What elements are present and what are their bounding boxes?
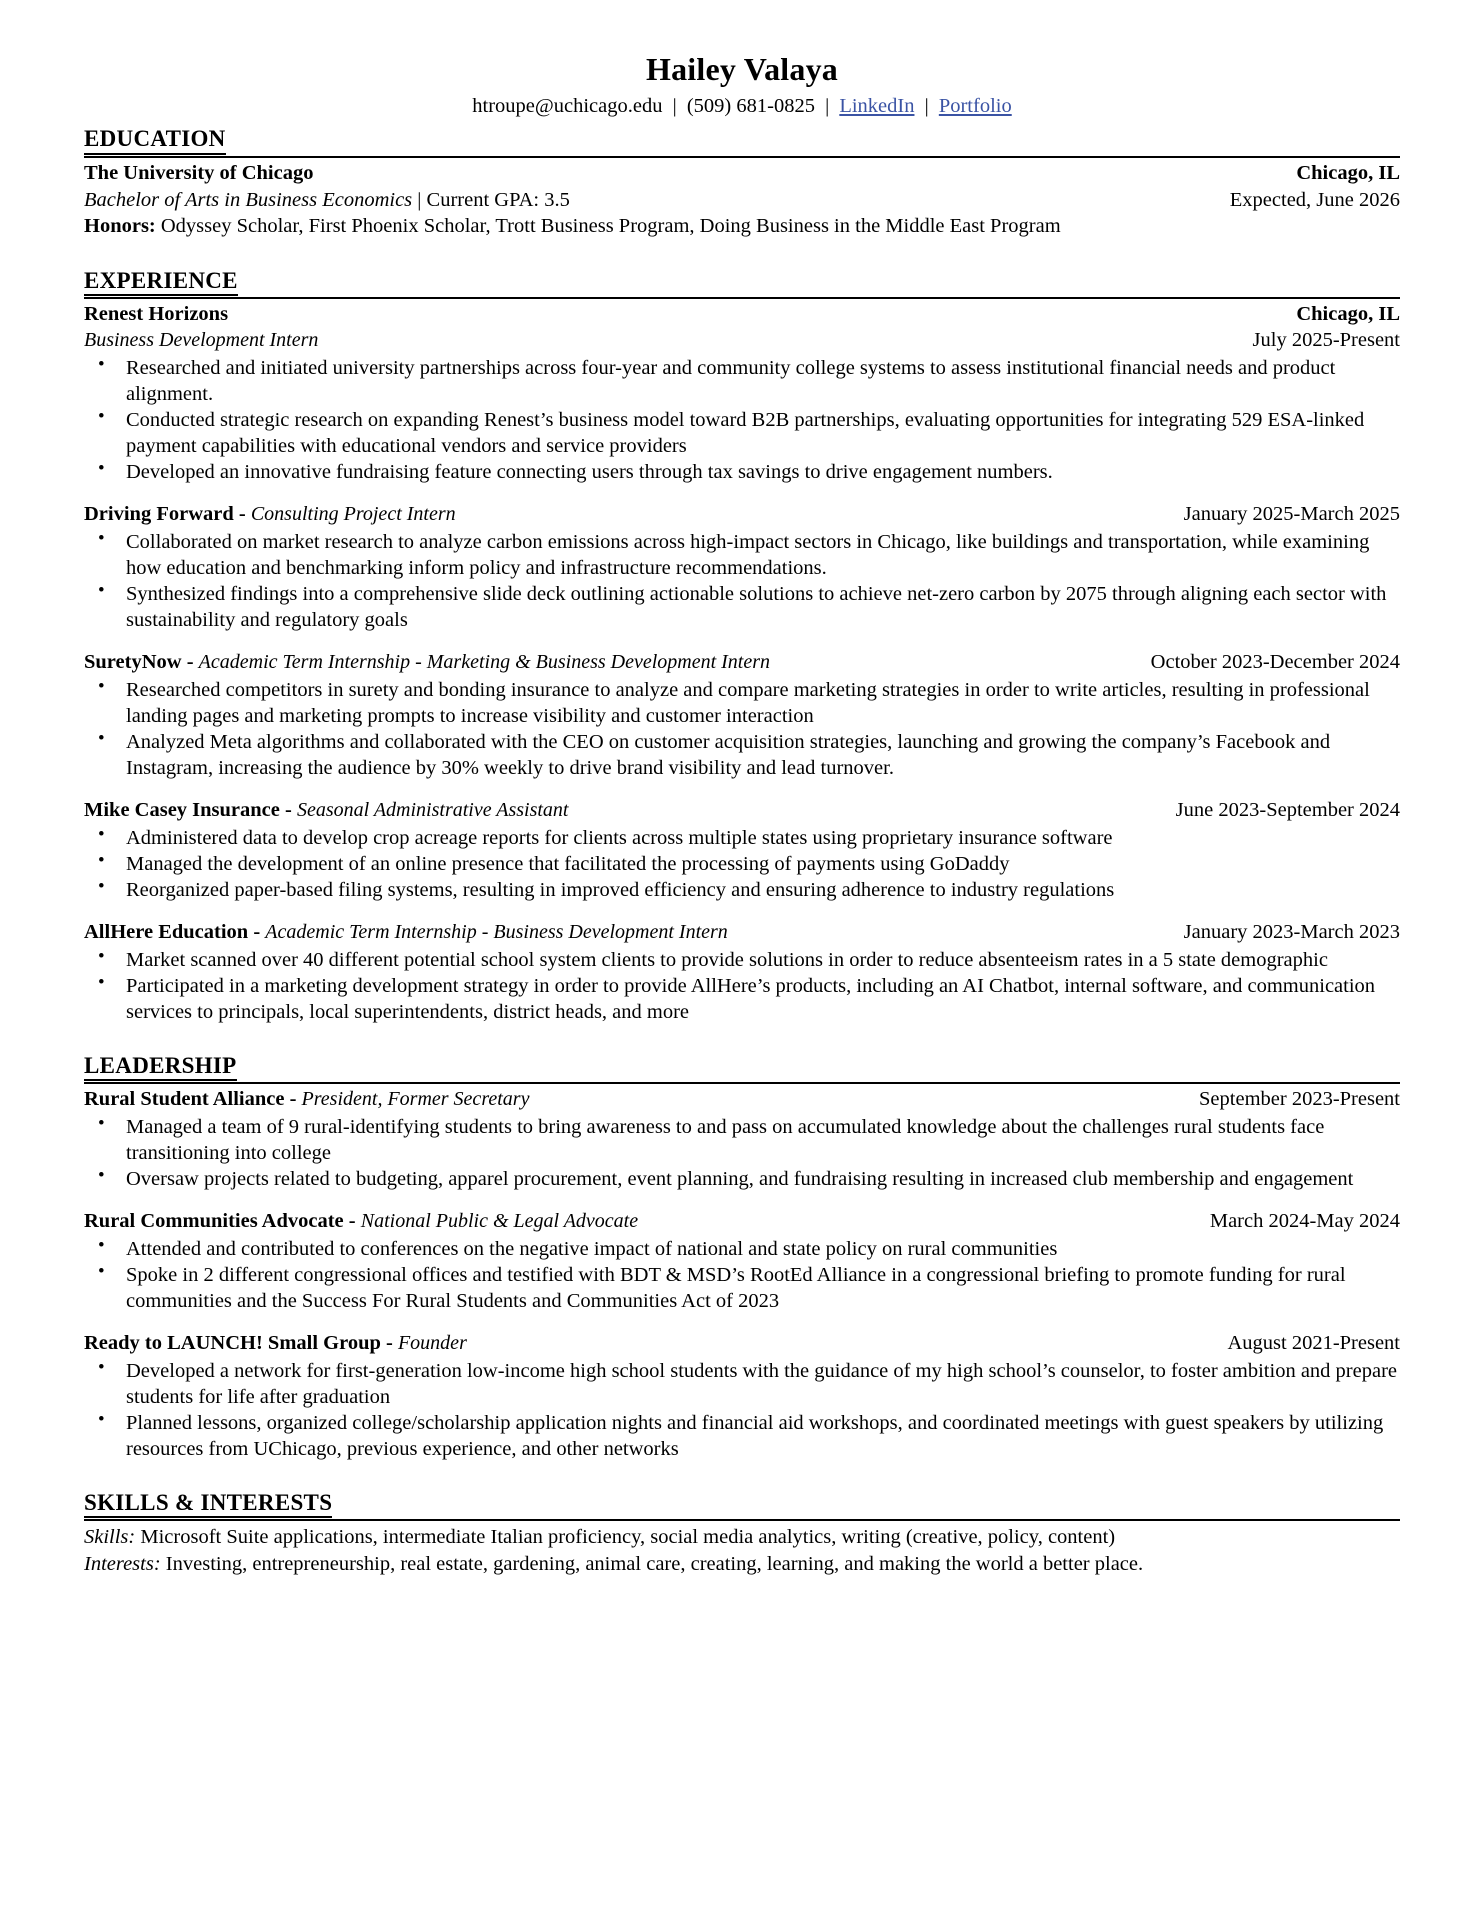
experience-entry-dates: October 2023-December 2024	[1150, 650, 1400, 673]
experience-entry-location: Chicago, IL	[1296, 303, 1400, 326]
leadership-entry-bullets	[84, 1358, 1400, 1462]
experience-entry	[84, 502, 1400, 633]
bullet-item: • Administered data to develop crop acreage reports for clients across multiple states using proprietary insurance software	[84, 825, 1400, 851]
leadership-entry-dates: September 2023-Present	[1199, 1087, 1400, 1110]
bullet-item: • Collaborated on market research to analyze carbon emissions across high-impact sectors in Chicago, like buildings and transportation, while examining how education and benchmarking inform policy and infrastructure recommendations.	[84, 529, 1400, 581]
experience-entry-dates: January 2025-March 2025	[1183, 502, 1400, 525]
leadership-entry	[84, 1331, 1400, 1462]
education-degree: Bachelor of Arts in Business Economics	[84, 188, 413, 211]
experience-entry-dates: July 2025-Present	[1252, 328, 1400, 351]
bullet-item: • Participated in a marketing development strategy in order to provide AllHere’s products, including an AI Chatbot, internal software, and communication services to principals, local superintendents, district heads, and more	[84, 973, 1400, 1025]
experience-entry-list	[84, 302, 1400, 1025]
section-divider-leadership	[84, 1082, 1400, 1084]
leadership-entry-bullets	[84, 1114, 1400, 1192]
spacer-leadership-skills	[84, 1462, 1400, 1488]
section-heading-leadership: LEADERSHIP	[84, 1053, 237, 1081]
section-divider-skills	[84, 1519, 1400, 1521]
leadership-entry	[84, 1087, 1400, 1192]
experience-entry-title	[84, 302, 1296, 328]
page-title: Hailey Valaya	[646, 51, 838, 87]
bullet-item: • Synthesized findings into a comprehensive slide deck outlining actionable solutions to achieve net-zero carbon by 2075 through aligning each sector with sustainability and regulatory goals	[84, 581, 1400, 633]
education-school-row	[84, 161, 1400, 187]
leadership-entry-list	[84, 1087, 1400, 1462]
experience-entry-title	[84, 650, 1151, 676]
bullet-item: • Managed the development of an online presence that facilitated the processing of payments using GoDaddy	[84, 851, 1400, 877]
bullet-item: • Managed a team of 9 rural-identifying students to bring awareness to and pass on accumulated knowledge about the challenges rural students face transitioning into college	[84, 1114, 1400, 1166]
contact-line	[84, 94, 1400, 119]
section-divider-education	[84, 156, 1400, 158]
section-divider-experience	[84, 297, 1400, 299]
bullet-item: • Researched and initiated university partnerships across four-year and community college systems to assess institutional financial needs and product alignment.	[84, 355, 1400, 407]
experience-entry	[84, 302, 1400, 485]
bullet-item: • Developed a network for first-generation low-income high school students with the guidance of my high school’s counselor, to foster ambition and prepare students for life after graduation	[84, 1358, 1400, 1410]
leadership-entry-org: Ready to LAUNCH! Small Group	[84, 1331, 381, 1354]
leadership-entry-title-row	[84, 1331, 1400, 1357]
section-heading-skills: SKILLS & INTERESTS	[84, 1490, 332, 1518]
experience-entry-title	[84, 920, 1184, 946]
experience-entry-role: Seasonal Administrative Assistant	[296, 798, 569, 821]
linkedin-link[interactable]: LinkedIn	[839, 94, 915, 117]
interests-value: Investing, entrepreneurship, real estate, gardening, animal care, creating, learning, and making the world a better place.	[165, 1553, 1144, 1576]
skills-line	[84, 1524, 1400, 1551]
bullet-item: • Market scanned over 40 different potential school system clients to provide solutions in order to reduce absenteeism rates in a 5 state demographic	[84, 947, 1400, 973]
leadership-entry-org: Rural Communities Advocate	[84, 1209, 344, 1232]
skills-label: Skills:	[84, 1526, 136, 1549]
leadership-entry-dash: -	[284, 1087, 302, 1110]
bullet-item: • Developed an innovative fundraising feature connecting users through tax savings to drive engagement numbers.	[84, 459, 1400, 485]
education-graduation-date: Expected, June 2026	[1229, 188, 1400, 211]
education-gpa: Current GPA: 3.5	[426, 188, 570, 211]
education-honors-label: Honors:	[84, 215, 156, 238]
education-school-name: The University of Chicago	[84, 161, 314, 184]
leadership-entry-dates: March 2024-May 2024	[1209, 1209, 1400, 1232]
section-heading-education: EDUCATION	[84, 126, 226, 154]
interests-line	[84, 1551, 1400, 1578]
experience-entry-dash: -	[248, 920, 266, 943]
experience-entry-org: Renest Horizons	[84, 303, 229, 326]
spacer-experience-leadership	[84, 1025, 1400, 1051]
education-degree-separator: |	[417, 188, 422, 211]
interests-label: Interests:	[84, 1553, 161, 1576]
leadership-entry-title	[84, 1087, 1199, 1113]
education-location: Chicago, IL	[1296, 161, 1400, 184]
email-text: htroupe@uchicago.edu	[472, 94, 663, 117]
education-honors-value: Odyssey Scholar, First Phoenix Scholar, Trott Business Program, Doing Business in the Middle East Program	[160, 215, 1061, 238]
portfolio-link[interactable]: Portfolio	[938, 94, 1012, 117]
experience-entry-title	[84, 502, 1184, 528]
leadership-entry	[84, 1209, 1400, 1314]
phone-text: (509) 681-0825	[686, 94, 815, 117]
experience-entry-title-row	[84, 798, 1400, 824]
bullet-item: • Reorganized paper-based filing systems, resulting in improved efficiency and ensuring adherence to industry regulations	[84, 877, 1400, 903]
bullet-item: • Oversaw projects related to budgeting, apparel procurement, event planning, and fundraising resulting in increased club membership and engagement	[84, 1166, 1400, 1192]
bullet-item: • Attended and contributed to conferences on the negative impact of national and state policy on rural communities	[84, 1236, 1400, 1262]
experience-entry-bullets	[84, 529, 1400, 633]
contact-separator-3: |	[924, 94, 929, 117]
leadership-entry-title	[84, 1331, 1227, 1357]
experience-entry	[84, 920, 1400, 1025]
experience-entry-title-row	[84, 650, 1400, 676]
experience-entry-bullets	[84, 677, 1400, 781]
contact-separator-1: |	[672, 94, 677, 117]
leadership-entry-dates: August 2021-Present	[1227, 1331, 1400, 1354]
experience-entry-role-row	[84, 328, 1400, 354]
section-leadership	[84, 1053, 1400, 1462]
experience-entry-role: Academic Term Internship - Marketing & Business Development Intern	[198, 650, 771, 673]
experience-entry-dates: June 2023-September 2024	[1175, 798, 1400, 821]
experience-entry-org: AllHere Education	[84, 920, 249, 943]
contact-separator-2: |	[825, 94, 830, 117]
education-degree-line	[84, 187, 1230, 214]
experience-entry-bullets	[84, 947, 1400, 1025]
education-degree-row	[84, 187, 1400, 214]
leadership-entry-role: National Public & Legal Advocate	[360, 1209, 639, 1232]
bullet-item: • Spoke in 2 different congressional offices and testified with BDT & MSD’s RootEd Alliance in a congressional briefing to promote funding for rural communities and the Success For Rural Students and Communities Act of 2023	[84, 1262, 1400, 1314]
spacer-education-experience	[84, 240, 1400, 266]
section-education	[84, 126, 1400, 239]
experience-entry-title-row	[84, 502, 1400, 528]
education-honors-line	[84, 213, 1400, 240]
leadership-entry-role: President, Former Secretary	[301, 1087, 530, 1110]
experience-entry-role: Business Development Intern	[84, 328, 319, 351]
experience-entry-role: Consulting Project Intern	[250, 502, 456, 525]
experience-entry-dash: -	[233, 502, 251, 525]
bullet-item: • Conducted strategic research on expanding Renest’s business model toward B2B partnerships, evaluating opportunities for integrating 529 ESA-linked payment capabilities with educational vendors and service providers	[84, 407, 1400, 459]
bullet-item: • Planned lessons, organized college/scholarship application nights and financial aid workshops, and coordinated meetings with guest speakers by utilizing resources from UChicago, previous experience, and other networks	[84, 1410, 1400, 1462]
experience-entry-bullets	[84, 825, 1400, 903]
leadership-entry-dash: -	[343, 1209, 361, 1232]
section-experience	[84, 268, 1400, 1025]
leadership-entry-title-row	[84, 1209, 1400, 1235]
section-heading-experience: EXPERIENCE	[84, 268, 238, 296]
leadership-entry-title-row	[84, 1087, 1400, 1113]
experience-entry-title-row	[84, 302, 1400, 328]
experience-entry	[84, 798, 1400, 903]
experience-entry-title-row	[84, 920, 1400, 946]
experience-entry-title	[84, 798, 1176, 824]
experience-entry-dates: January 2023-March 2023	[1183, 920, 1400, 943]
experience-entry-role: Academic Term Internship - Business Development Intern	[265, 920, 728, 943]
experience-entry	[84, 650, 1400, 781]
skills-value: Microsoft Suite applications, intermediate Italian proficiency, social media analytics, writing (creative, policy, content)	[140, 1526, 1116, 1549]
leadership-entry-title	[84, 1209, 1210, 1235]
experience-entry-dash: -	[279, 798, 297, 821]
experience-entry-org: Mike Casey Insurance	[84, 798, 280, 821]
bullet-item: • Researched competitors in surety and bonding insurance to analyze and compare marketing strategies in order to write articles, resulting in professional landing pages and marketing prompts to increase visibility and customer interaction	[84, 677, 1400, 729]
bullet-item: • Analyzed Meta algorithms and collaborated with the CEO on customer acquisition strategies, launching and growing the company’s Facebook and Instagram, increasing the audience by 30% weekly to drive brand visibility and lead turnover.	[84, 729, 1400, 781]
experience-entry-bullets	[84, 355, 1400, 485]
experience-entry-dash: -	[181, 650, 199, 673]
section-skills-interests	[84, 1490, 1400, 1578]
leadership-entry-dash: -	[380, 1331, 398, 1354]
experience-entry-org: SuretyNow	[84, 650, 182, 673]
leadership-entry-org: Rural Student Alliance	[84, 1087, 285, 1110]
experience-entry-org: Driving Forward	[84, 502, 234, 525]
leadership-entry-role: Founder	[397, 1331, 467, 1354]
leadership-entry-bullets	[84, 1236, 1400, 1314]
